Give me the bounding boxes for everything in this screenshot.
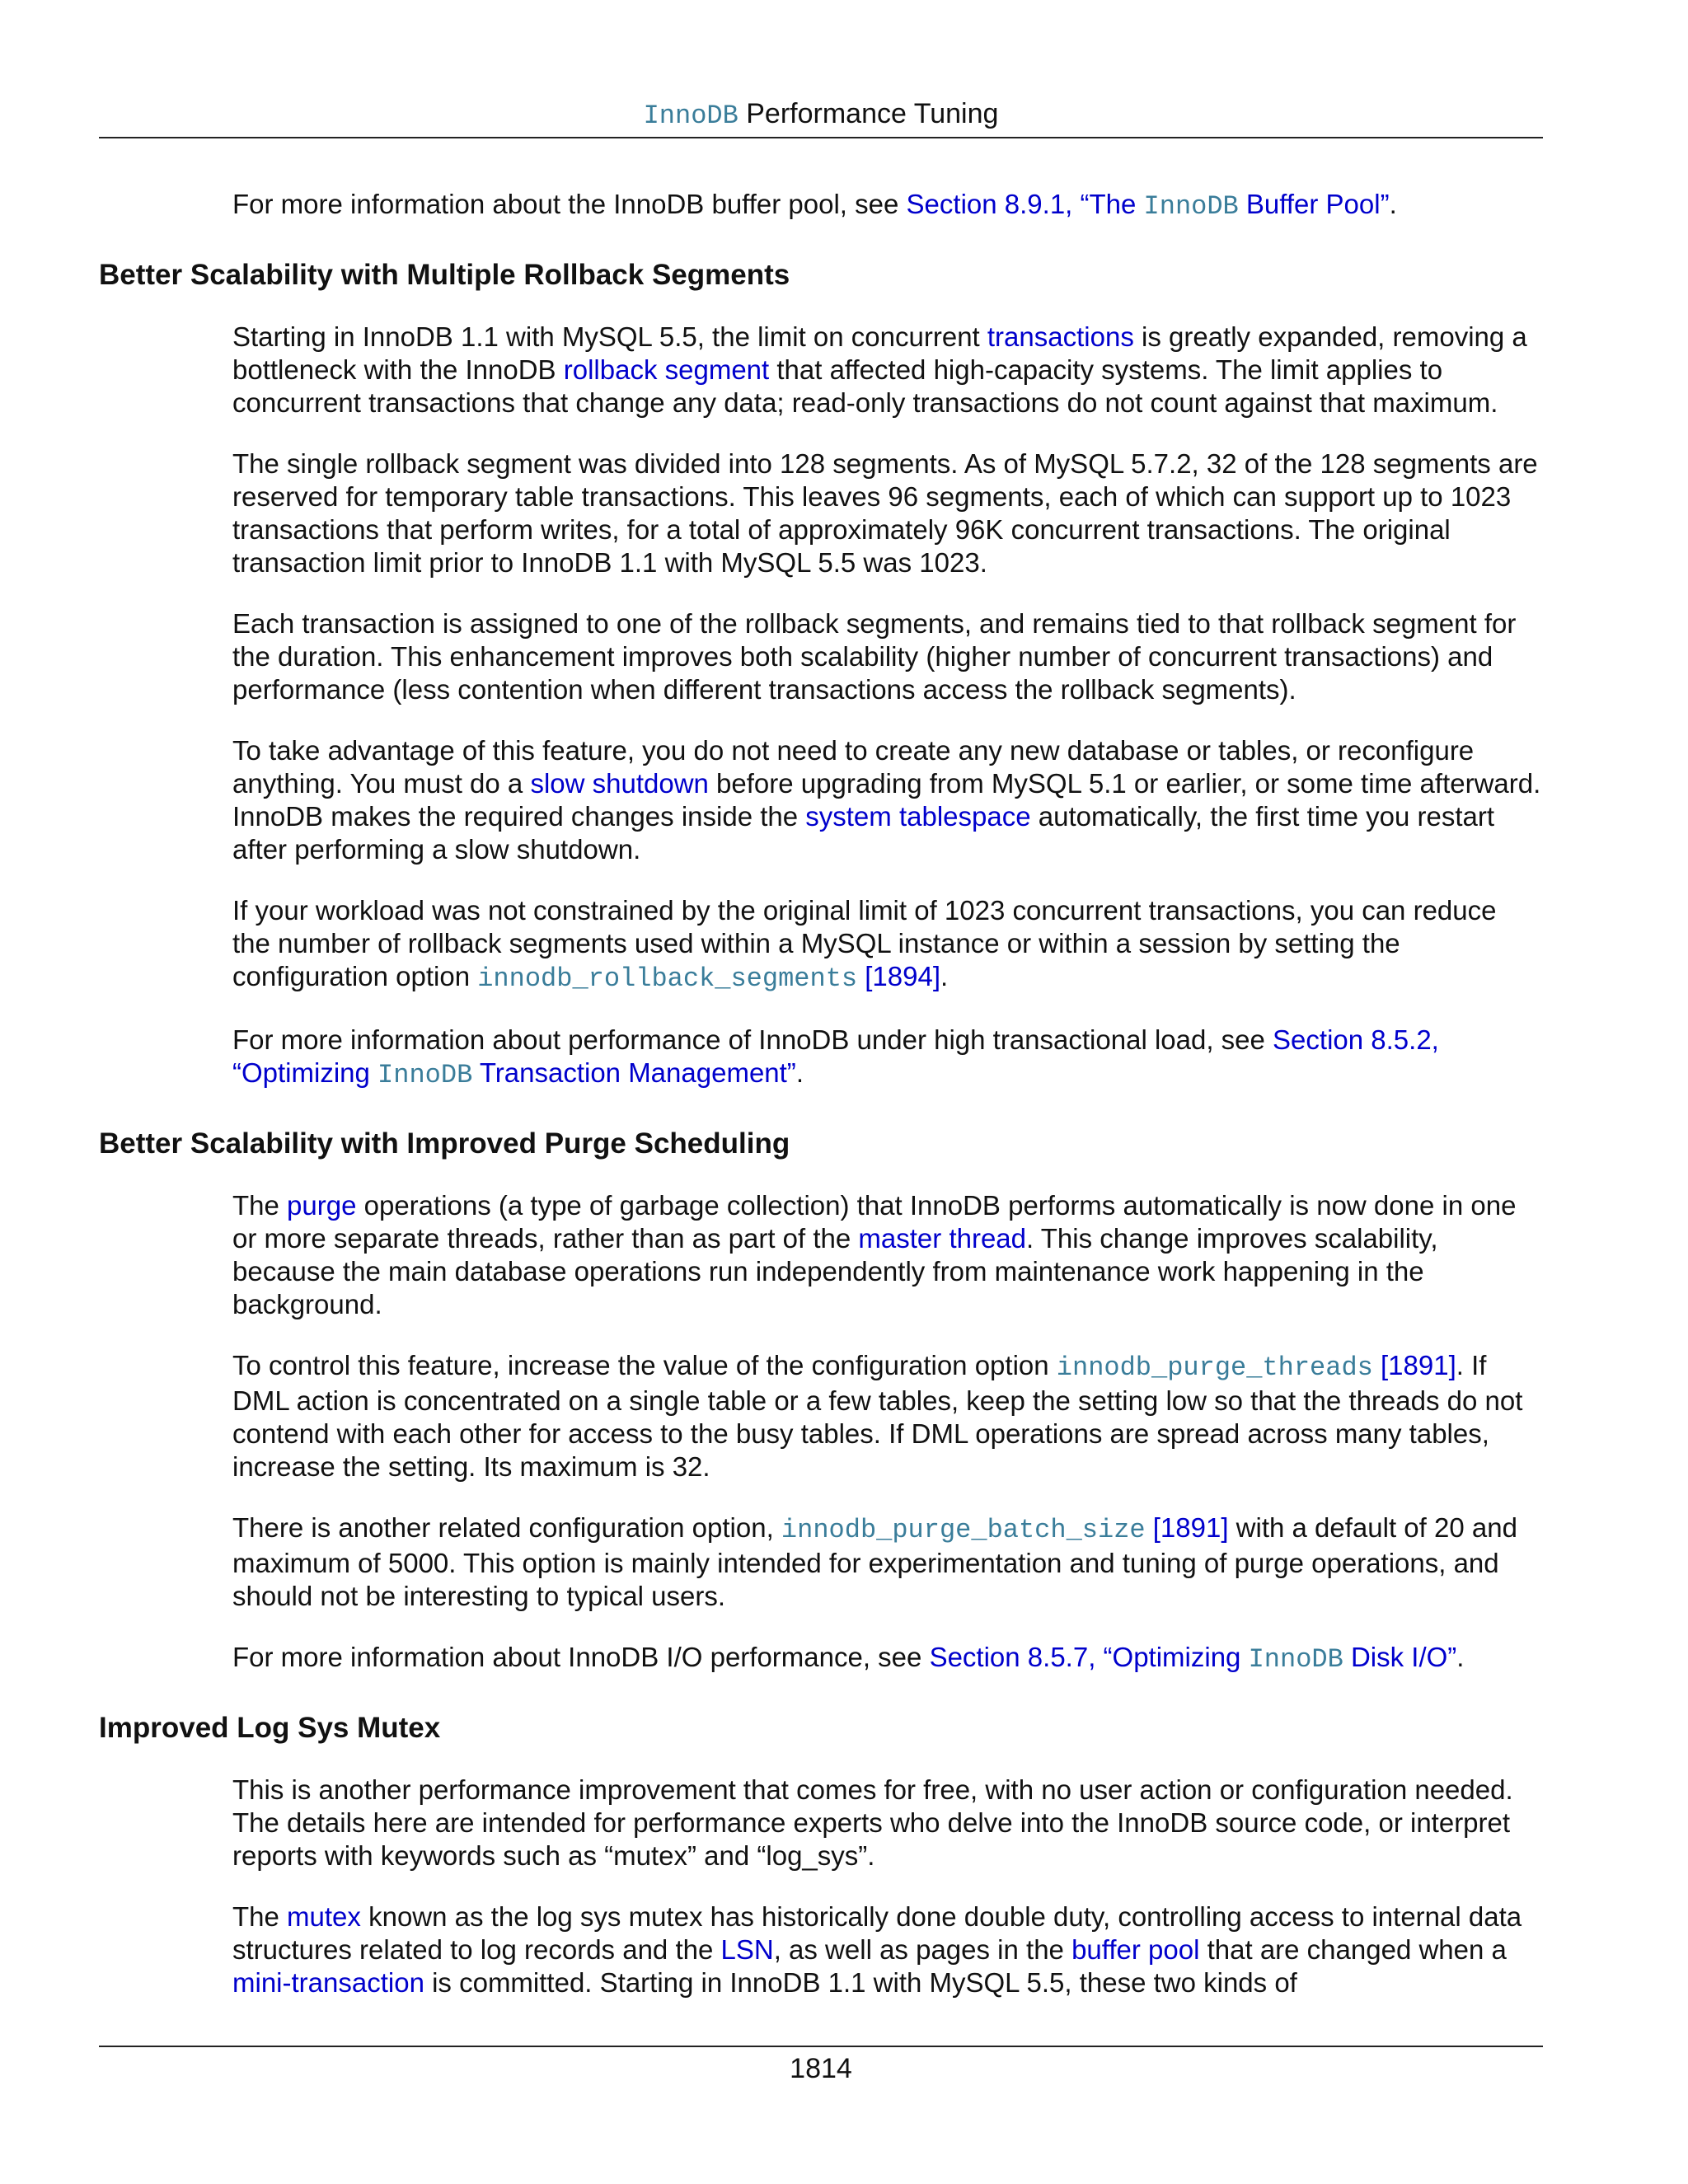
text: with a default of 20 and maximum of 5000. This option is mainly intended for experimentation and tuning of purge operations, and should not be interesting to typical users. — [232, 1512, 1517, 1611]
rollback-paragraph-2: The single rollback segment was divided into 128 segments. As of MySQL 5.7.2, 32 of the 128 segments are reserved for temporary table transactions. This leaves 96 segments, each of which can support up to 1023 transactions that perform writes, for a total of approximately 96K concurrent transactions. The original transaction limit prior to InnoDB 1.1 with MySQL 5.5 was 1023. — [232, 448, 1538, 578]
link-rollback-segment[interactable]: rollback segment — [563, 354, 770, 385]
text: . — [1456, 1642, 1465, 1672]
link-text[interactable]: Disk I/O” — [1343, 1642, 1457, 1672]
text: , as well as pages in the — [773, 1934, 1072, 1965]
text: The — [232, 1901, 288, 1932]
header-title: Performance Tuning — [746, 98, 999, 129]
link-page-ref-1891[interactable]: [1891] — [1145, 1512, 1229, 1543]
purge-paragraph-3 — [232, 1511, 1541, 1613]
purge-paragraph-1 — [232, 1189, 1541, 1321]
text: that are changed when a — [1199, 1934, 1507, 1965]
code-innodb-rollback-segments[interactable]: innodb_rollback_segments — [477, 963, 858, 994]
mutex-paragraph-2 — [232, 1900, 1541, 1999]
link-text[interactable]: Section 8.9.1, “The — [906, 189, 1144, 219]
text: before upgrading from MySQL 5.1 or earlier, or some time afterward. InnoDB makes the required changes inside the — [232, 768, 1541, 832]
heading-rollback-segments: Better Scalability with Multiple Rollback Segments — [99, 259, 790, 291]
running-header — [99, 97, 1543, 133]
text: . If DML action is concentrated on a single table or a few tables, keep the setting low so that the threads do not contend with each other for access to the busy tables. If DML operations are spread across many tables, increase the setting. Its maximum is 32. — [232, 1350, 1523, 1482]
code-innodb-purge-batch-size[interactable]: innodb_purge_batch_size — [781, 1515, 1146, 1545]
link-section-8-9-1[interactable] — [906, 189, 1390, 222]
text: known as the log sys mutex has historically done double duty, controlling access to internal data structures related to log records and the — [232, 1901, 1522, 1965]
rollback-paragraph-1 — [232, 321, 1541, 419]
text: If your workload was not constrained by the original limit of 1023 concurrent transactions, you can reduce the number of rollback segments used within a MySQL instance or within a session by setting the configuration option — [232, 895, 1497, 991]
rollback-paragraph-5 — [232, 894, 1541, 996]
header-rule — [99, 137, 1543, 138]
purge-paragraph-2 — [232, 1349, 1541, 1483]
mutex-paragraph-1: This is another performance improvement that comes for free, with no user action or configuration needed. The details here are intended for performance experts who delve into the InnoDB source code, or interpret reports with keywords such as “mutex” and “log_sys”. — [232, 1774, 1513, 1871]
rollback-paragraph-6 — [232, 1024, 1541, 1092]
link-buffer-pool[interactable]: buffer pool — [1071, 1934, 1200, 1965]
text: For more information about InnoDB I/O performance, see — [232, 1642, 930, 1672]
link-master-thread[interactable]: master thread — [858, 1223, 1027, 1254]
text: To control this feature, increase the value of the configuration option — [232, 1350, 1057, 1380]
header-code-innodb: InnoDB — [643, 101, 738, 131]
link-page-ref-1891[interactable]: [1891] — [1372, 1350, 1456, 1380]
heading-log-sys-mutex: Improved Log Sys Mutex — [99, 1712, 441, 1744]
text: . — [940, 961, 949, 991]
text: . — [1389, 189, 1397, 219]
code-innodb-purge-threads[interactable]: innodb_purge_threads — [1056, 1352, 1373, 1383]
text: is committed. Starting in InnoDB 1.1 with MySQL 5.5, these two kinds of — [424, 1967, 1297, 1998]
page-number: 1814 — [790, 2053, 852, 2084]
text: operations (a type of garbage collection) that InnoDB performs automatically is now done in one or more separate threads, rather than as part of the — [232, 1190, 1517, 1254]
link-mutex[interactable]: mutex — [287, 1901, 361, 1932]
purge-paragraph-4 — [232, 1641, 1541, 1676]
rollback-paragraph-4 — [232, 734, 1541, 866]
link-slow-shutdown[interactable]: slow shutdown — [530, 768, 709, 799]
text: For more information about performance of InnoDB under high transactional load, see — [232, 1024, 1273, 1055]
text: For more information about the InnoDB buffer pool, see — [232, 189, 907, 219]
text: The — [232, 1190, 288, 1221]
page-body — [99, 188, 1550, 2027]
text: To take advantage of this feature, you do not need to create any new database or tables, or reconfigure anything. You must do a — [232, 735, 1475, 799]
link-mini-transaction[interactable]: mini-transaction — [232, 1967, 424, 1998]
link-page-ref-1894[interactable]: [1894] — [857, 961, 941, 991]
link-text[interactable]: Buffer Pool” — [1238, 189, 1390, 219]
buffer-pool-paragraph — [232, 188, 1541, 223]
link-text[interactable]: Section 8.5.2, “Optimizing — [232, 1024, 1439, 1088]
text: There is another related configuration option, — [232, 1512, 781, 1543]
link-code[interactable]: InnoDB — [1143, 191, 1239, 222]
text: is greatly expanded, removing a bottleneck with the InnoDB — [232, 321, 1527, 385]
link-code[interactable]: InnoDB — [1248, 1644, 1343, 1675]
link-text[interactable]: Transaction Management” — [472, 1057, 796, 1088]
rollback-paragraph-3: Each transaction is assigned to one of the rollback segments, and remains tied to that rollback segment for the duration. This enhancement improves both scalability (higher number of concurrent transactions) and performance (less contention when different transactions access the rollback segments). — [232, 608, 1517, 705]
link-code[interactable]: InnoDB — [377, 1060, 473, 1090]
link-purge[interactable]: purge — [287, 1190, 357, 1221]
link-section-8-5-7[interactable] — [929, 1642, 1457, 1675]
text: Starting in InnoDB 1.1 with MySQL 5.5, the limit on concurrent — [232, 321, 987, 352]
text: automatically, the first time you restart after performing a slow shutdown. — [232, 801, 1494, 865]
link-transactions[interactable]: transactions — [987, 321, 1134, 352]
text: . This change improves scalability, because the main database operations run independently from maintenance work happening in the background. — [232, 1223, 1438, 1319]
footer-rule — [99, 2046, 1543, 2047]
link-system-tablespace[interactable]: system tablespace — [805, 801, 1031, 832]
link-lsn[interactable]: LSN — [720, 1934, 774, 1965]
link-text[interactable]: Section 8.5.7, “Optimizing — [929, 1642, 1249, 1672]
text: that affected high-capacity systems. The limit applies to concurrent transactions that change any data; read-only transactions do not count against that maximum. — [232, 354, 1498, 418]
text: . — [795, 1057, 804, 1088]
heading-purge-scheduling: Better Scalability with Improved Purge Scheduling — [99, 1127, 790, 1160]
